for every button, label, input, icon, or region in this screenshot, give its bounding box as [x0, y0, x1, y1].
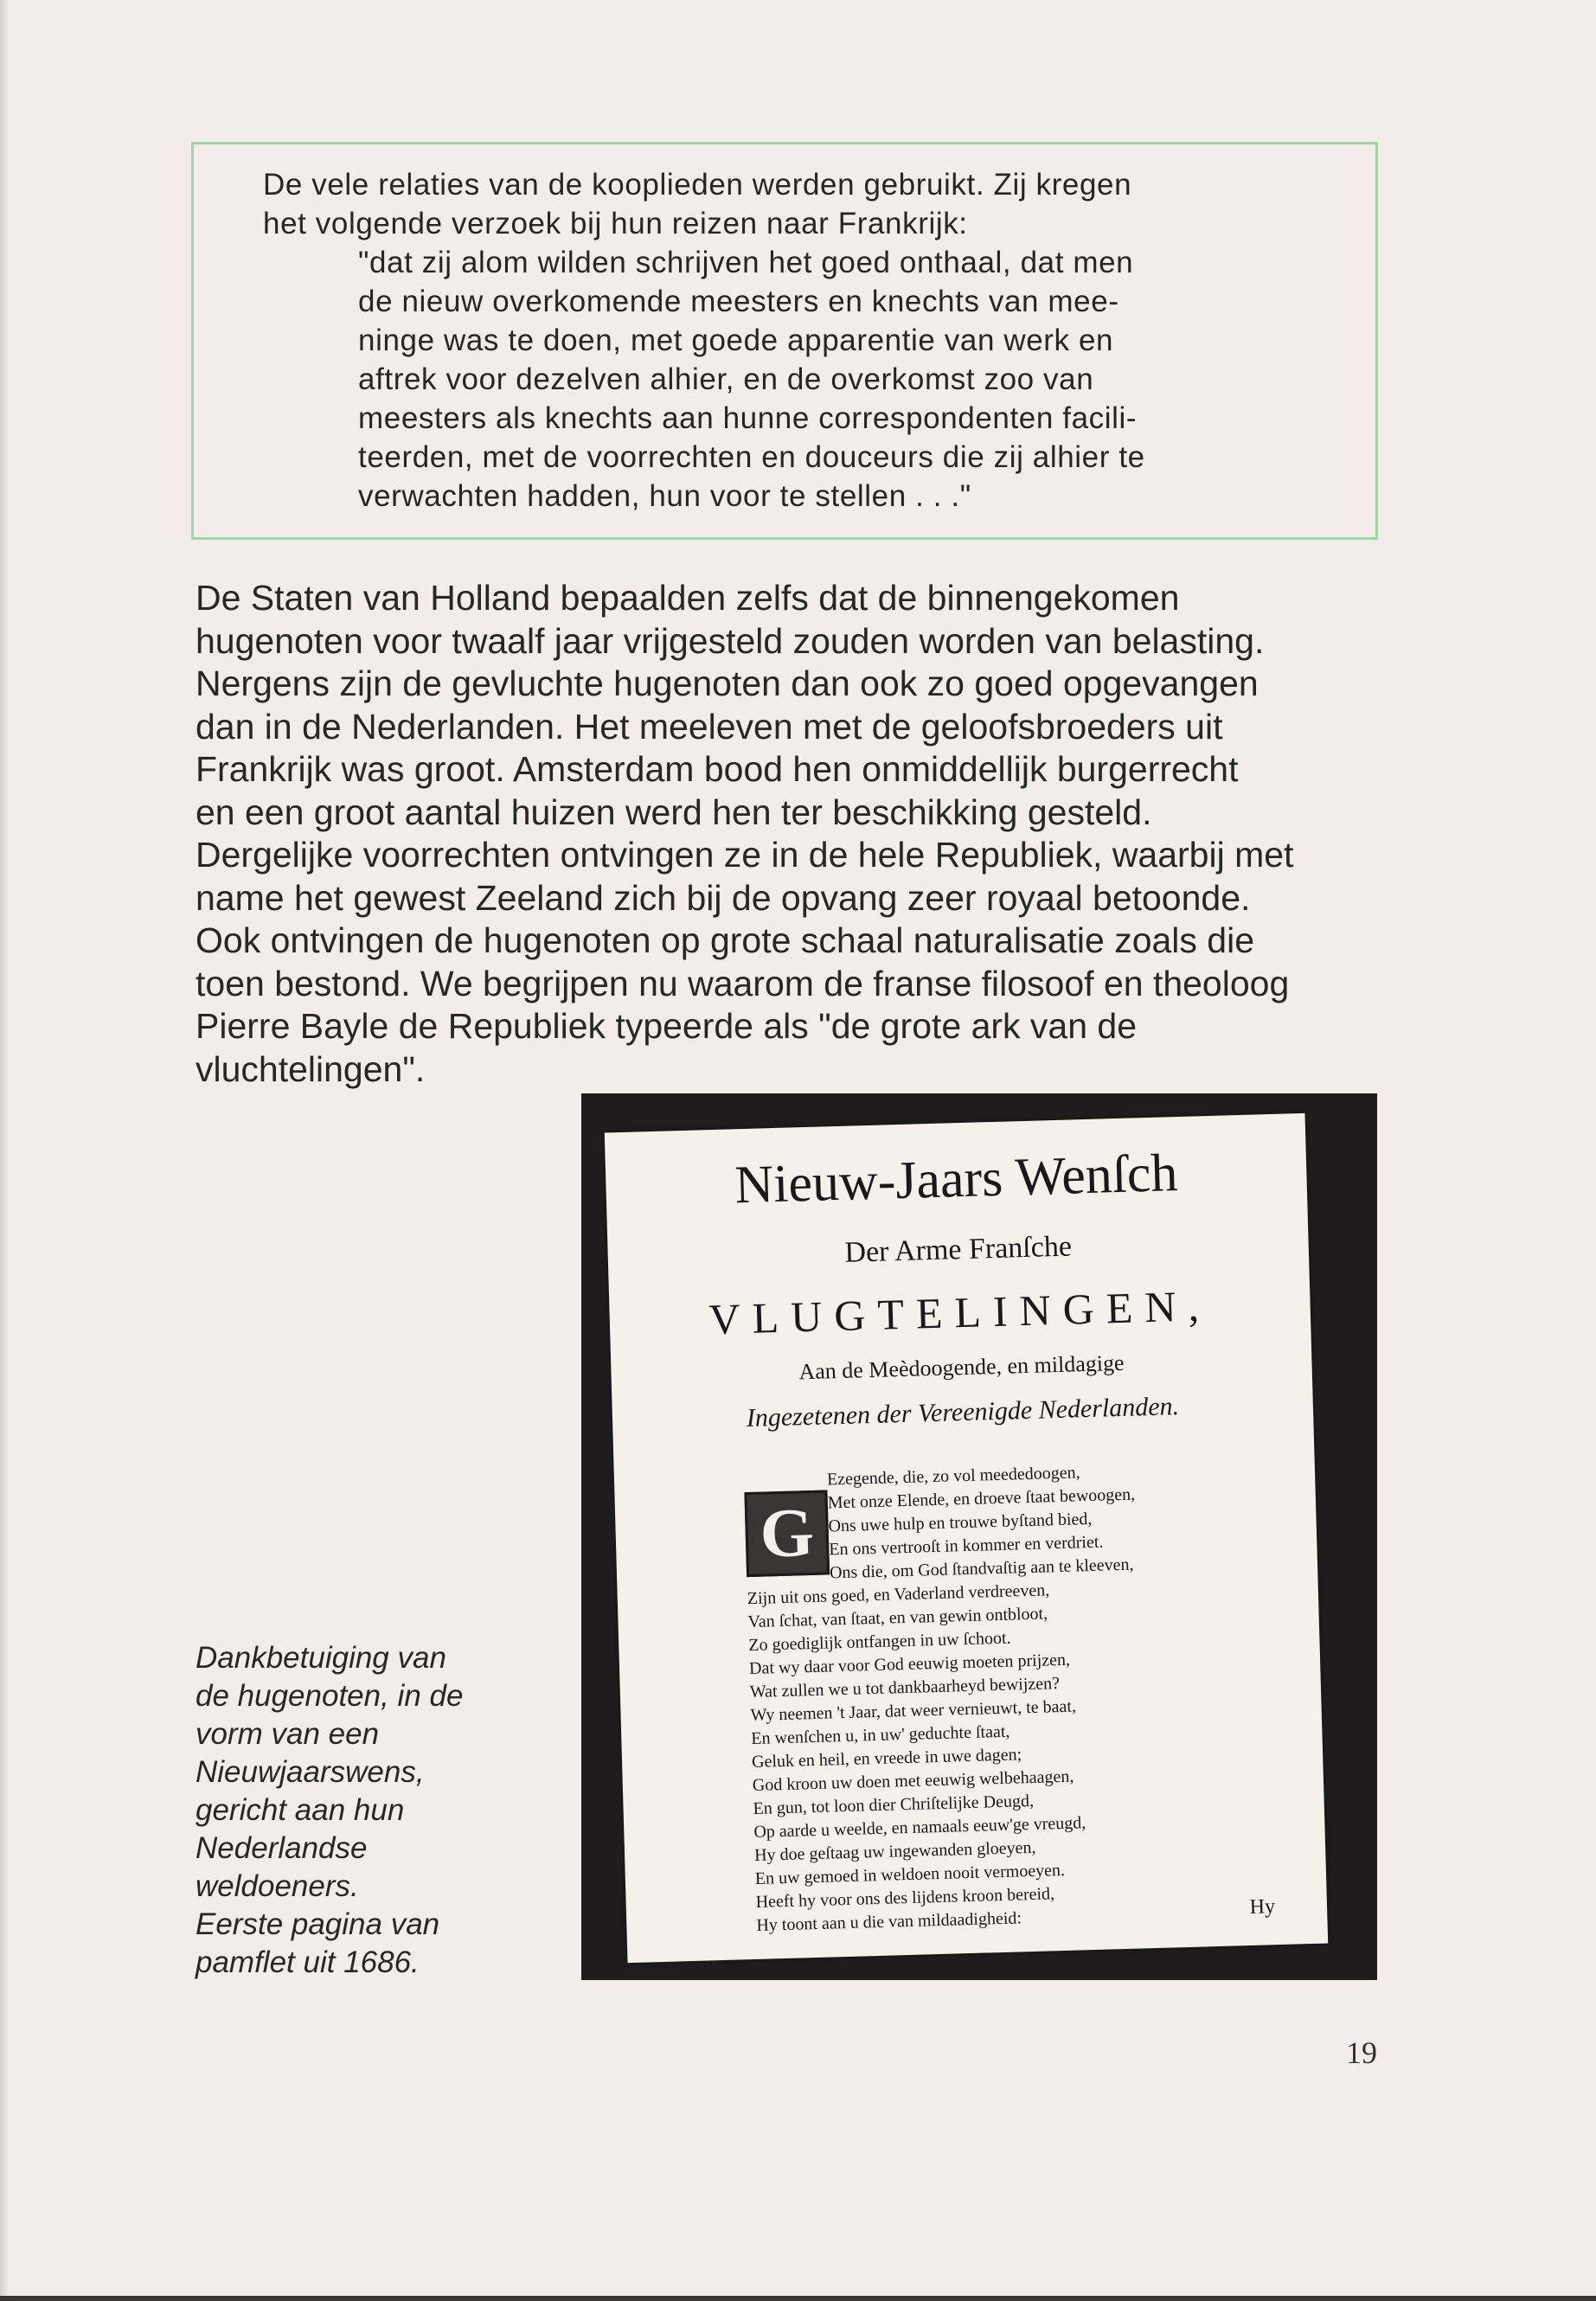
paragraph-line: De Staten van Holland bepaalden zelfs dat de binnengekomen — [195, 578, 1180, 618]
photo-caption: Dankbetuiging van de hugenoten, in de vorm van een Nieuwjaarswens, gericht aan hun Nederlandse weldoeners. Eerste pagina van pamflet uit 1686. — [195, 1641, 464, 1979]
verse-line: God kroon uw doen met eeuwig welbehaagen, — [752, 1766, 1074, 1796]
paragraph-line: en een groot aantal huizen werd hen ter beschikking gesteld. — [195, 792, 1152, 832]
paragraph-line: Ook ontvingen de hugenoten op grote schaal naturalisatie zoals die — [195, 920, 1255, 960]
quotation-box — [191, 142, 1378, 540]
verse-line: Wat zullen we u tot dankbaarheyd bewijzen? — [749, 1674, 1061, 1702]
pamphlet-photo — [581, 1093, 1377, 1980]
pamphlet-heading: VLUGTELINGEN, — [708, 1281, 1212, 1344]
verse-line: En ons vertrooſt in kommer en verdriet. — [829, 1532, 1104, 1560]
paragraph-line: Pierre Bayle de Republiek typeerde als "de grote ark van de — [195, 1006, 1138, 1046]
paragraph-line: Dergelijke voorrechten ontvingen ze in de hele Republiek, waarbij met — [195, 835, 1294, 875]
verse-line: En uw gemoed in weldoen nooit vermoeyen. — [754, 1860, 1066, 1888]
verse-line: Geluk en heil, en vreede in uwe dagen; — [751, 1745, 1022, 1772]
page-edge — [0, 0, 9, 2301]
quote-intro-line: het volgende verzoek bij hun reizen naar Frankrijk: — [263, 207, 968, 240]
verse-line: Zijn uit ons goed, en Vaderland verdreeven, — [747, 1580, 1050, 1609]
verse-line: Ons die, om God ſtandvaſtig aan te kleeven, — [829, 1554, 1134, 1583]
pamphlet-subtitle: Der Arme Franſche — [843, 1230, 1073, 1269]
verse-line: En gun, tot loon dier Chriſtelijke Deugd, — [753, 1791, 1035, 1818]
quote-text-line: aftrek voor dezelven alhier, en de overkomst zoo van — [358, 362, 1094, 396]
verse-line: Wy neemen 't Jaar, dat weer vernieuwt, te baat, — [750, 1696, 1077, 1726]
paragraph-line: Nergens zijn de gevluchte hugenoten dan ook zo goed opgevangen — [195, 663, 1259, 703]
pamphlet-page — [605, 1113, 1328, 1963]
verse-line: Ezegende, die, zo vol meededoogen, — [826, 1463, 1080, 1490]
quote-text-line: teerden, met de voorrechten en douceurs die zij alhier te — [358, 440, 1145, 474]
verse-line: Zo goediglijk ontfangen in uw ſchoot. — [748, 1628, 1011, 1656]
verse-line: Heeft hy voor ons des lijdens kroon bereid, — [755, 1884, 1055, 1912]
pamphlet-subtitle: Ingezetenen der Vereenigde Nederlanden. — [746, 1392, 1180, 1433]
verse-line: En wenſchen u, in uw' geduchte ſtaat, — [751, 1721, 1010, 1749]
quote-text-line: de nieuw overkomende meesters en knechts van mee- — [358, 285, 1119, 318]
verse-line: Hy doe geſtaag uw ingewanden gloeyen, — [753, 1837, 1036, 1865]
page-number: 19 — [1346, 2035, 1377, 2070]
verse-line: Hy toont aan u die van mildaadigheid: — [756, 1908, 1022, 1935]
paragraph-line: vluchtelingen". — [195, 1048, 426, 1089]
paragraph-line: Frankrijk was groot. Amsterdam bood hen onmiddellijk burgerrecht — [195, 749, 1239, 789]
verse-line: Ons uwe hulp en trouwe byſtand bied, — [828, 1509, 1093, 1536]
quote-text-line: meesters als knechts aan hunne correspondenten facili- — [358, 401, 1138, 435]
drop-cap-initial: G — [744, 1490, 830, 1577]
verse-line: Dat wy daar voor God eeuwig moeten prijzen, — [748, 1650, 1071, 1679]
paragraph-line: dan in de Nederlanden. Het meeleven met de geloofsbroeders uit — [195, 706, 1223, 747]
verse-line: Met onze Elende, en droeve ſtaat bewoogen, — [827, 1484, 1136, 1513]
quote-intro-line: De vele relaties van de kooplieden werden gebruikt. Zij kregen — [263, 168, 1132, 202]
quote-text-line: "dat zij alom wilden schrijven het goed onthaal, dat men — [358, 246, 1134, 279]
paragraph-line: toen bestond. We begrijpen nu waarom de franse filosoof en theoloog — [195, 963, 1290, 1003]
verse-line: Op aarde u weelde, en namaals eeuw'ge vreugd, — [753, 1813, 1086, 1842]
quote-text-line: ninge was te doen, met goede apparentie van werk en — [358, 324, 1114, 357]
main-paragraph — [195, 577, 1389, 1091]
paragraph-line: name het gewest Zeeland zich bij de opvang zeer royaal betoonde. — [195, 877, 1251, 918]
quote-text-line: verwachten hadden, hun voor te stellen . . ." — [358, 479, 971, 513]
paragraph-line: hugenoten voor twaalf jaar vrijgesteld zouden worden van belasting. — [195, 620, 1265, 661]
pamphlet-catchword: Hy — [1249, 1895, 1276, 1920]
verse-line: Van ſchat, van ſtaat, en van gewin ontbloot, — [747, 1604, 1048, 1632]
pamphlet-title: Nieuw-Jaars Wenſch — [734, 1144, 1179, 1215]
page-edge — [0, 2296, 1596, 2301]
pamphlet-subtitle: Aan de Meèdoogende, en mildagige — [798, 1349, 1125, 1385]
